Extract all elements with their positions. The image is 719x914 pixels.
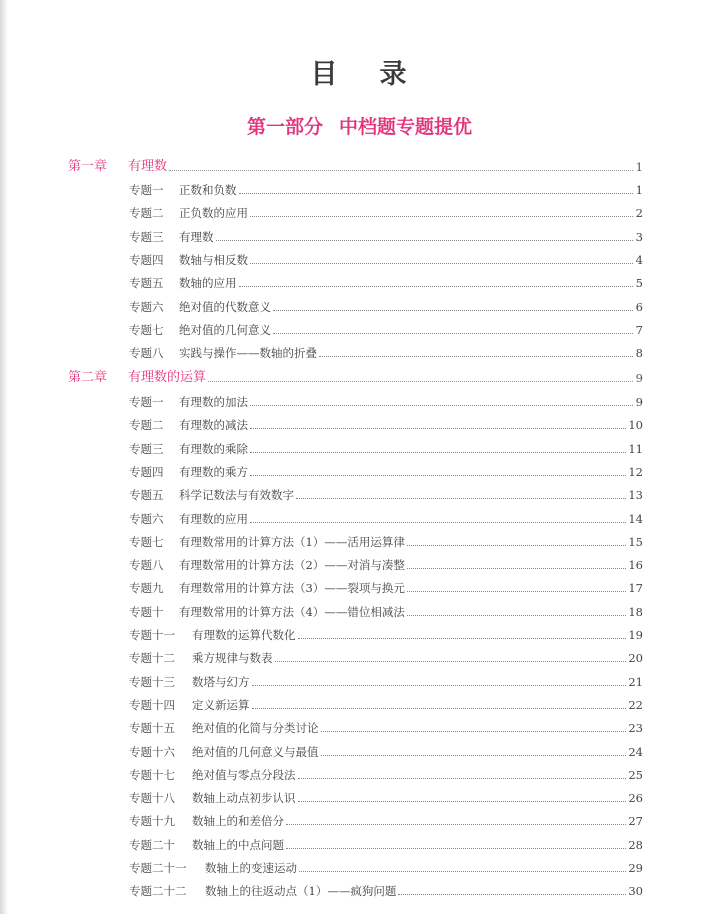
- topic-entry-name: 有理数的乘除: [179, 441, 248, 456]
- part-title: 中档题专题提优: [339, 116, 473, 138]
- topic-entry[interactable]: [129, 224, 643, 244]
- topic-entry[interactable]: [129, 294, 643, 314]
- topic-entry-label: [129, 814, 284, 828]
- page-number: 30: [628, 884, 643, 899]
- page-number: 4: [635, 252, 643, 267]
- topic-entry[interactable]: [129, 506, 643, 526]
- topic-entry-label: [129, 346, 317, 360]
- topic-entry[interactable]: [129, 529, 643, 549]
- dot-leader: [239, 285, 634, 287]
- topic-entry-name: 数轴上的变速运动: [205, 861, 297, 875]
- topic-entry[interactable]: [129, 878, 643, 898]
- topic-entry-name: 有理数的应用: [179, 511, 248, 526]
- topic-entry-name: 绝对值的化简与分类讨论: [192, 721, 319, 736]
- page-number: 16: [628, 558, 643, 573]
- chapter-entry-label: [68, 371, 206, 385]
- topic-entry[interactable]: [129, 575, 643, 595]
- topic-entry-number: 专题八: [129, 558, 164, 573]
- topic-entry-number: 专题五: [129, 276, 164, 291]
- topic-entry[interactable]: [129, 832, 643, 852]
- topic-entry-name: 绝对值的几何意义: [179, 322, 271, 337]
- topic-entry-label: [129, 276, 237, 290]
- page-number: 26: [628, 791, 643, 806]
- topic-entry[interactable]: [129, 317, 643, 337]
- topic-entry-label: [129, 465, 248, 479]
- topic-entry[interactable]: [129, 247, 643, 267]
- chapter-entry-label: [68, 160, 167, 174]
- chapter-entry-number: 第二章: [68, 370, 108, 385]
- topic-entry-label: [129, 230, 214, 244]
- topic-entry-number: 专题十六: [129, 744, 175, 759]
- dot-leader: [250, 404, 633, 406]
- topic-entry-name: 绝对值的代数意义: [179, 299, 271, 314]
- topic-entry-number: 专题三: [129, 229, 164, 244]
- dot-leader: [298, 637, 627, 639]
- dot-leader: [319, 355, 633, 357]
- topic-entry-number: 专题十: [129, 604, 164, 619]
- topic-entry-label: [129, 861, 297, 875]
- topic-entry-name: 有理数的运算代数化: [192, 628, 296, 642]
- page-number: 5: [635, 276, 643, 291]
- dot-leader: [298, 800, 627, 802]
- topic-entry-number: 专题二: [129, 206, 164, 221]
- topic-entry-name: 数轴与相反数: [179, 252, 248, 267]
- topic-entry-label: [129, 183, 237, 197]
- topic-entry-label: [129, 558, 405, 572]
- topic-entry-name: 正负数的应用: [179, 206, 248, 221]
- dot-leader: [286, 847, 626, 849]
- topic-entry-label: [129, 675, 250, 689]
- dot-leader: [239, 192, 634, 194]
- dot-leader: [250, 521, 626, 523]
- topic-entry[interactable]: [129, 200, 643, 220]
- page-number: 9: [635, 395, 643, 409]
- topic-entry-label: [129, 395, 248, 409]
- dot-leader: [250, 474, 626, 476]
- topic-entry[interactable]: [129, 808, 643, 828]
- page-number: 1: [635, 183, 643, 197]
- topic-entry-number: 专题十一: [129, 628, 175, 642]
- dot-leader: [407, 544, 627, 546]
- page-number: 9: [635, 371, 643, 385]
- topic-entry-name: 有理数的加法: [179, 395, 248, 409]
- topic-entry-number: 专题二十二: [129, 884, 187, 899]
- page-number: 10: [628, 418, 643, 433]
- chapter-entry[interactable]: [68, 365, 643, 385]
- topic-entry-number: 专题八: [129, 346, 164, 361]
- page-number: 8: [635, 346, 643, 361]
- topic-entry-number: 专题九: [129, 581, 164, 596]
- page-number: 1: [635, 160, 643, 174]
- topic-entry-name: 有理数常用的计算方法（2）——对消与凑整: [179, 558, 405, 573]
- topic-entry-label: [129, 628, 296, 642]
- dot-leader: [273, 309, 633, 311]
- topic-entry[interactable]: [129, 459, 643, 479]
- dot-leader: [169, 169, 633, 171]
- dot-leader: [208, 380, 633, 382]
- topic-entry-name: 数轴上的和差倍分: [192, 814, 284, 829]
- topic-entry-name: 乘方规律与数表: [192, 651, 273, 666]
- topic-entry-name: 有理数: [179, 229, 214, 244]
- dot-leader: [250, 262, 633, 264]
- page-number: 11: [628, 441, 643, 456]
- topic-entry-number: 专题五: [129, 488, 164, 503]
- topic-entry-number: 专题二十一: [129, 861, 187, 875]
- dot-leader: [398, 893, 626, 895]
- dot-leader: [321, 730, 627, 732]
- page-number: 2: [635, 206, 643, 221]
- topic-entry-number: 专题二: [129, 418, 164, 433]
- topic-entry-number: 专题一: [129, 183, 164, 197]
- chapter-entry-name: 有理数的运算: [128, 370, 207, 385]
- topic-entry-name: 定义新运算: [192, 697, 250, 712]
- page-number: 13: [628, 488, 643, 503]
- topic-entry-label: [129, 206, 248, 220]
- page-number: 28: [628, 837, 643, 852]
- page-number: 21: [628, 674, 643, 689]
- topic-entry-label: [129, 838, 284, 852]
- dot-leader: [250, 427, 626, 429]
- topic-entry[interactable]: [129, 739, 643, 759]
- topic-entry-label: [129, 651, 273, 665]
- page-number: 29: [628, 861, 643, 875]
- dot-leader: [299, 870, 626, 872]
- title-char-1: 目: [310, 59, 340, 90]
- topic-entry[interactable]: [129, 785, 643, 805]
- topic-entry[interactable]: [129, 715, 643, 735]
- topic-entry-number: 专题七: [129, 534, 164, 549]
- topic-entry-label: [129, 442, 248, 456]
- topic-entry-name: 绝对值与零点分段法: [192, 767, 296, 782]
- topic-entry-number: 专题十三: [129, 674, 175, 689]
- topic-entry-number: 专题十八: [129, 791, 175, 806]
- topic-entry-number: 专题七: [129, 322, 164, 337]
- topic-entry-name: 有理数常用的计算方法（1）——活用运算律: [179, 534, 405, 549]
- dot-leader: [250, 451, 626, 453]
- topic-entry-label: [129, 488, 294, 502]
- topic-entry[interactable]: [129, 436, 643, 456]
- topic-entry[interactable]: [129, 669, 643, 689]
- topic-entry-name: 数轴上的往返动点（1）——疯狗问题: [205, 884, 397, 899]
- topic-entry-name: 有理数常用的计算方法（4）——错位相减法: [179, 604, 405, 619]
- topic-entry-number: 专题六: [129, 299, 164, 314]
- dot-leader: [286, 823, 626, 825]
- topic-entry[interactable]: [129, 177, 643, 197]
- topic-entry-number: 专题一: [129, 395, 164, 409]
- dot-leader: [407, 567, 627, 569]
- topic-entry-name: 有理数的乘方: [179, 464, 248, 479]
- page-number: 24: [628, 744, 643, 759]
- page-number: 14: [628, 511, 643, 526]
- topic-entry-number: 专题十九: [129, 814, 175, 829]
- topic-entry[interactable]: [129, 552, 643, 572]
- topic-entry-label: [129, 698, 250, 712]
- topic-entry-name: 实践与操作——数轴的折叠: [179, 346, 317, 361]
- topic-entry[interactable]: [129, 340, 643, 360]
- page-number: 17: [628, 581, 643, 596]
- topic-entry-number: 专题十四: [129, 697, 175, 712]
- page-number: 22: [628, 697, 643, 712]
- topic-entry-number: 专题三: [129, 441, 164, 456]
- page-number: 18: [628, 604, 643, 619]
- page-number: 27: [628, 814, 643, 829]
- topic-entry-name: 有理数常用的计算方法（3）——裂项与换元: [179, 581, 405, 596]
- topic-entry-number: 专题四: [129, 252, 164, 267]
- topic-entry-name: 数轴的应用: [179, 276, 237, 291]
- dot-leader: [252, 707, 627, 709]
- page-number: 25: [628, 767, 643, 782]
- dot-leader: [250, 215, 633, 217]
- topic-entry-number: 专题四: [129, 464, 164, 479]
- topic-entry[interactable]: [129, 599, 643, 619]
- dot-leader: [275, 660, 627, 662]
- topic-entry[interactable]: [129, 270, 643, 290]
- page-number: 23: [628, 721, 643, 736]
- topic-entry-number: 专题二十: [129, 837, 175, 852]
- topic-entry-label: [129, 323, 271, 337]
- chapter-entry[interactable]: [68, 154, 643, 174]
- page-number: 19: [628, 628, 643, 642]
- topic-entry-number: 专题十五: [129, 721, 175, 736]
- topic-entry-label: [129, 745, 319, 759]
- topic-entry[interactable]: [129, 645, 643, 665]
- dot-leader: [273, 332, 633, 334]
- topic-entry-name: 科学记数法与有效数字: [179, 488, 294, 503]
- page-number: 15: [628, 534, 643, 549]
- page-number: 7: [635, 322, 643, 337]
- topic-entry-name: 有理数的减法: [179, 418, 248, 433]
- topic-entry-name: 数轴上动点初步认识: [192, 791, 296, 806]
- topic-entry-number: 专题六: [129, 511, 164, 526]
- topic-entry-label: [129, 418, 248, 432]
- dot-leader: [407, 614, 627, 616]
- dot-leader: [252, 684, 627, 686]
- chapter-entry-name: 有理数: [128, 159, 168, 174]
- page-number: 20: [628, 651, 643, 666]
- topic-entry-label: [129, 884, 396, 898]
- topic-entry-label: [129, 512, 248, 526]
- topic-entry-label: [129, 605, 405, 619]
- topic-entry-label: [129, 791, 296, 805]
- topic-entry-label: [129, 535, 405, 549]
- page-number: 3: [635, 229, 643, 244]
- topic-entry-name: 数轴上的中点问题: [192, 837, 284, 852]
- topic-entry[interactable]: [129, 412, 643, 432]
- title-char-2: 录: [379, 59, 409, 90]
- dot-leader: [298, 777, 627, 779]
- topic-entry-number: 专题十二: [129, 651, 175, 666]
- topic-entry[interactable]: [129, 389, 643, 409]
- topic-entry-label: [129, 768, 296, 782]
- topic-entry[interactable]: [129, 482, 643, 502]
- dot-leader: [321, 754, 627, 756]
- dot-leader: [407, 590, 627, 592]
- topic-entry-name: 正数和负数: [179, 183, 237, 197]
- topic-entry-label: [129, 253, 248, 267]
- topic-entry[interactable]: [129, 692, 643, 712]
- dot-leader: [216, 239, 634, 241]
- topic-entry-label: [129, 721, 319, 735]
- dot-leader: [296, 497, 626, 499]
- topic-entry-label: [129, 581, 405, 595]
- topic-entry-number: 专题十七: [129, 767, 175, 782]
- chapter-entry-number: 第一章: [68, 159, 108, 174]
- topic-entry[interactable]: [129, 855, 643, 875]
- part-label: 第一部分: [246, 116, 323, 138]
- topic-entry[interactable]: [129, 762, 643, 782]
- page-number: 12: [628, 464, 643, 479]
- page-number: 6: [635, 299, 643, 314]
- topic-entry-label: [129, 300, 271, 314]
- topic-entry-name: 绝对值的几何意义与最值: [192, 744, 319, 759]
- topic-entry-name: 数塔与幻方: [192, 674, 250, 689]
- topic-entry[interactable]: [129, 622, 643, 642]
